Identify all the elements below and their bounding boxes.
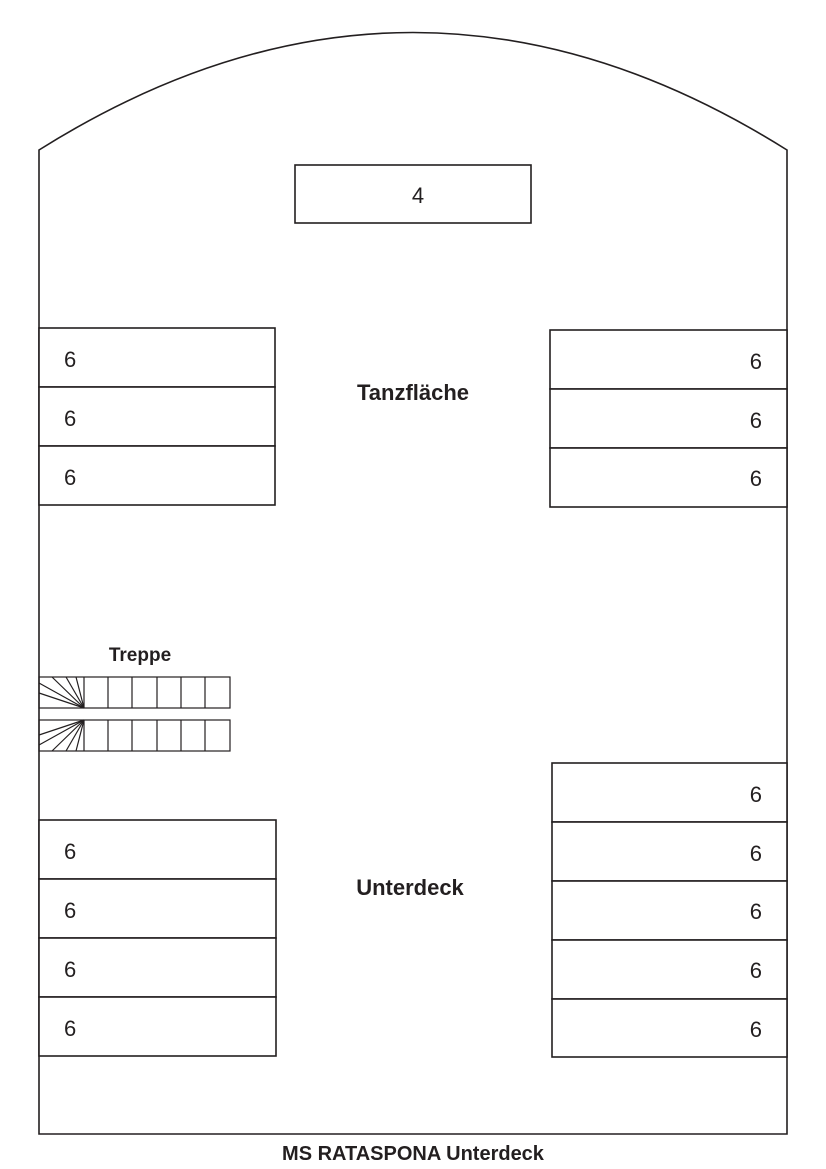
table-right-lower-4[interactable] [552, 940, 787, 999]
table-right-upper-3[interactable] [550, 448, 787, 507]
lower-deck-label: Unterdeck [356, 875, 464, 900]
table-top-center[interactable] [295, 165, 531, 223]
table-seat-count: 6 [749, 782, 762, 807]
table-right-upper-2[interactable] [550, 389, 787, 448]
table-seat-count: 6 [64, 898, 77, 923]
stairs-label: Treppe [108, 645, 172, 666]
table-seat-count: 6 [749, 899, 762, 924]
table-seat-count: 6 [749, 958, 762, 983]
table-left-upper-2[interactable] [39, 387, 275, 446]
table-seat-count: 6 [749, 1017, 762, 1042]
stairs-icon [39, 677, 230, 751]
table-seat-count: 6 [749, 349, 762, 374]
table-seat-count: 6 [64, 839, 77, 864]
table-seat-count: 6 [64, 347, 77, 372]
table-seat-count: 6 [64, 465, 77, 490]
table-right-lower-2[interactable] [552, 822, 787, 881]
table-right-upper-1[interactable] [550, 330, 787, 389]
table-seat-count: 6 [749, 841, 762, 866]
table-left-upper-3[interactable] [39, 446, 275, 505]
table-seat-count: 6 [749, 466, 762, 491]
table-seat-count: 6 [749, 408, 762, 433]
table-seat-count: 6 [64, 957, 77, 982]
table-left-lower-3[interactable] [39, 938, 276, 997]
deck-caption: MS RATASPONA Unterdeck [282, 1143, 544, 1165]
table-left-upper-1[interactable] [39, 328, 275, 387]
table-left-lower-4[interactable] [39, 997, 276, 1056]
table-seat-count: 4 [411, 183, 425, 208]
table-right-lower-3[interactable] [552, 881, 787, 940]
table-left-lower-1[interactable] [39, 820, 276, 879]
table-seat-count: 6 [64, 406, 77, 431]
table-right-lower-1[interactable] [552, 763, 787, 822]
dance-floor-label: Tanzfläche [356, 380, 470, 405]
table-right-lower-5[interactable] [552, 999, 787, 1057]
table-left-lower-2[interactable] [39, 879, 276, 938]
table-seat-count: 6 [64, 1016, 77, 1041]
